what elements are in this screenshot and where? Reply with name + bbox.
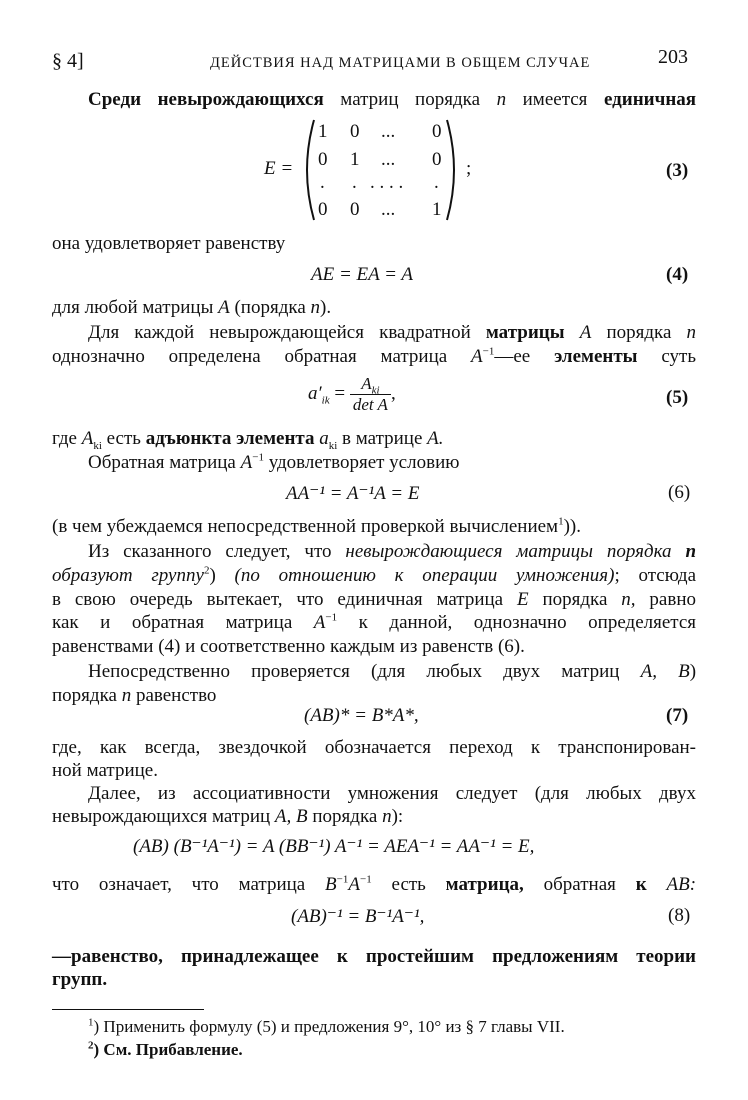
word: Из сказанного следует, что — [88, 541, 332, 562]
math-var: B — [325, 874, 337, 895]
math-var: A — [313, 612, 326, 633]
equation: AA⁻¹ = A⁻¹A = E — [286, 483, 420, 504]
word: матрица, — [445, 874, 524, 895]
math-var: A — [348, 874, 360, 895]
superscript: −1 — [325, 611, 338, 624]
word: Непосредственно проверяется (для любых двух матриц — [88, 661, 620, 682]
subscript: ki — [328, 439, 338, 452]
matrix-cell: 1 — [350, 149, 360, 170]
equation: (AB)⁻¹ = B⁻¹A⁻¹, — [291, 906, 425, 927]
footnote-mark: 1 — [88, 1016, 94, 1029]
math-var: n — [496, 89, 507, 110]
word: Для каждой невырождающейся квадратной — [88, 322, 471, 343]
word: матриц порядка — [340, 89, 481, 110]
math-var: A — [240, 452, 253, 473]
word: Среди — [88, 89, 142, 110]
word: есть — [391, 874, 426, 895]
text-line — [88, 452, 459, 474]
text-line: ной матрице. — [52, 760, 158, 781]
text-line — [52, 297, 331, 319]
text-line — [88, 322, 696, 344]
word: порядка — [542, 589, 608, 610]
matrix-cell: 0 — [432, 149, 442, 170]
word: порядка — [312, 806, 378, 827]
superscript: −1 — [359, 873, 372, 886]
matrix-lhs: E = — [264, 158, 294, 179]
text-line: Далее, из ассоциативности умножения следует (для любых двух — [88, 783, 696, 804]
equation-number: (7) — [666, 705, 689, 726]
matrix-cell: ... — [381, 199, 396, 220]
word: невырождающиеся матрицы порядка — [345, 541, 672, 562]
comma: , — [390, 382, 396, 404]
equals-sign: = — [334, 382, 346, 404]
subscript: ik — [321, 394, 330, 407]
matrix-cell: . — [352, 172, 357, 193]
subscript: ki — [93, 439, 102, 452]
footnote — [88, 1040, 243, 1060]
text-line — [88, 541, 696, 563]
matrix-right-paren — [444, 118, 464, 222]
text-line: невырождающихся матриц A, B порядка n): — [52, 806, 404, 827]
running-head: ДЕЙСТВИЯ НАД МАТРИЦАМИ В ОБЩЕМ СЛУЧАЕ — [210, 55, 591, 71]
math-var: A — [471, 346, 483, 367]
footnote-text: ) См. Прибавление. — [93, 1040, 243, 1059]
text-line — [52, 874, 696, 896]
math-var: n — [685, 541, 697, 562]
word: в свою очередь вытекает, что единичная матрица — [52, 589, 504, 610]
math-var: n, — [621, 589, 636, 610]
text-line: равенствами (4) и соответственно каждым из равенств (6). — [52, 636, 525, 657]
text-line: образуют группу$^2$) (по отношению к операции умножения); отсюда — [52, 564, 697, 586]
word: равенство — [135, 685, 217, 706]
word: где — [52, 428, 77, 449]
math-var: a — [319, 428, 329, 449]
word: порядка — [606, 322, 672, 343]
text-line: —равенство, принадлежащее к простейшим предложениям теории — [52, 946, 696, 967]
numerator: $A_{ki}$ — [350, 374, 391, 395]
footnote-ref: 1 — [558, 515, 564, 528]
word: удовлетворяет условию — [268, 452, 460, 473]
matrix-cell: 0 — [350, 121, 360, 142]
word: единичная — [603, 89, 697, 110]
text-line: групп. — [52, 969, 108, 990]
text-line: она удовлетворяет равенству — [52, 233, 286, 254]
text-line — [52, 612, 696, 634]
word: элементы — [554, 346, 638, 367]
fraction — [350, 374, 391, 415]
footnote — [88, 1017, 565, 1037]
math-var: n — [382, 806, 392, 827]
word: (в чем убеждаемся непосредственной проверкой вычислением — [52, 516, 559, 537]
math-var: A — [218, 297, 230, 318]
page-number: 203 — [658, 46, 688, 68]
equation: (AB)* = B*A*, — [304, 705, 419, 726]
equation-number: (8) — [668, 905, 691, 926]
word: Обратная матрица — [88, 452, 236, 473]
word: (по отношению к операции умножения) — [234, 565, 615, 586]
footnote-text: ) Применить формулу (5) и предложения 9°, 10° из § 7 главы VII. — [93, 1017, 565, 1036]
matrix-cell: 0 — [318, 199, 328, 220]
matrix-cell: 1 — [318, 121, 328, 142]
word: однозначно определена обратная матрица — [52, 346, 448, 367]
word: что означает, что матрица — [52, 874, 306, 895]
word: матрицы — [485, 322, 565, 343]
matrix-cell: 0 — [432, 121, 442, 142]
word: имеется — [522, 89, 588, 110]
word: невырождающихся — [157, 89, 324, 110]
matrix-semicolon: ; — [466, 158, 472, 179]
text-line — [52, 589, 696, 611]
word: обратная — [543, 874, 616, 895]
word: )). — [563, 516, 581, 537]
word: к — [635, 874, 647, 895]
equation-number: (4) — [666, 264, 689, 285]
word: образуют группу — [52, 565, 204, 586]
word: как и обратная матрица — [52, 612, 293, 633]
word: порядка — [52, 685, 117, 706]
footnote-mark: 2 — [88, 1039, 94, 1052]
word: —ее — [494, 346, 531, 367]
equation-number: (6) — [668, 482, 691, 503]
equation-number: (3) — [666, 160, 689, 181]
math-var: A, B — [640, 661, 690, 682]
math-var: n — [310, 297, 321, 318]
math-var: E — [516, 589, 529, 610]
matrix-cell: 1 — [432, 199, 442, 220]
word: суть — [661, 346, 696, 367]
superscript: −1 — [336, 873, 349, 886]
matrix-cell: 0 — [318, 149, 328, 170]
section-ref: § 4] — [52, 50, 84, 72]
word: к данной, однозначно определяется — [358, 612, 696, 633]
matrix-left-paren — [297, 118, 317, 222]
text-line — [52, 428, 444, 450]
matrix-cell: ... — [381, 149, 396, 170]
footnote-divider — [52, 1009, 204, 1010]
text-line — [52, 346, 696, 368]
text-line: где, как всегда, звездочкой обозначается переход к транспонирован- — [52, 737, 696, 758]
word: ). — [320, 297, 332, 318]
matrix-cell: . — [320, 172, 325, 193]
equation — [308, 374, 396, 415]
word: невырождающихся матриц — [52, 806, 271, 827]
math-var: n — [121, 685, 132, 706]
word: (порядка — [234, 297, 306, 318]
word: есть — [106, 428, 141, 449]
text-line — [52, 685, 216, 707]
word: для любой матрицы — [52, 297, 214, 318]
denominator: det A — [352, 395, 388, 414]
math-var: AB: — [666, 874, 697, 895]
superscript: −1 — [252, 451, 264, 464]
text-line — [52, 516, 581, 538]
equation: (AB) (B⁻¹A⁻¹) = A (BB⁻¹) A⁻¹ = AEA⁻¹ = AA⁻¹ = E, — [133, 836, 535, 857]
math-var: a′ — [308, 382, 322, 404]
matrix-cell: . . . . — [370, 172, 404, 193]
superscript: −1 — [482, 345, 495, 358]
matrix-cell: ... — [381, 121, 396, 142]
math-var: A — [579, 322, 592, 343]
equation: AE = EA = A — [311, 264, 413, 285]
text-line: Непосредственно проверяется (для любых двух матриц A, B) — [88, 661, 697, 682]
footnote-ref: 2 — [203, 564, 210, 577]
word: равно — [649, 589, 696, 610]
equation-number: (5) — [666, 387, 689, 408]
math-var: n — [686, 322, 697, 343]
word: адъюнкта элемента — [145, 428, 315, 449]
word: в матрице — [342, 428, 423, 449]
matrix-cell: 0 — [350, 199, 360, 220]
text-line — [88, 89, 696, 111]
math-var: A. — [427, 428, 444, 449]
math-var: A — [81, 428, 94, 449]
math-var: A, B — [274, 806, 308, 827]
matrix-cell: . — [434, 172, 439, 193]
